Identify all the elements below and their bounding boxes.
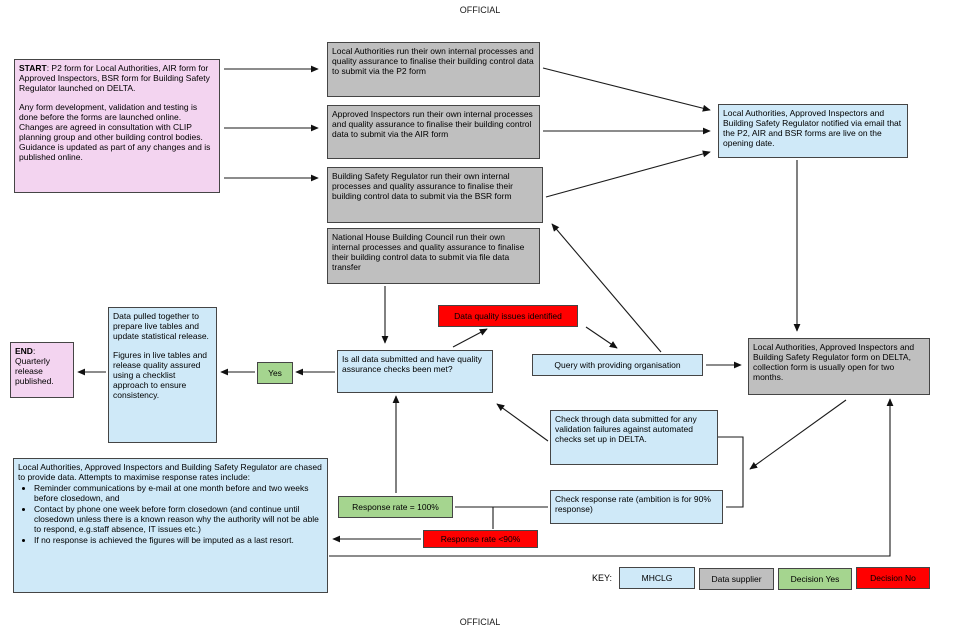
node-end [10,342,74,398]
chase-bullet-list [18,483,323,545]
start-paragraph-2: Any form development, validation and testing is done before the forms are launched online. Changes are agreed in consultation with CLIP planning group and other building control bodies. Guidance is updated as part of any changes and is published online. [19,102,211,163]
node-nhbc-process: National House Building Council run their own internal processes and quality assurance to finalise their building control data to submit via file data transfer [327,228,540,284]
end-text: : Quarterly release published. [15,346,54,387]
start-label: START [19,63,47,73]
node-bsr-process: Building Safety Regulator run their own internal processes and quality assurance to finalise their building control data to submit via the BSR form [327,167,543,223]
classification-banner-top: OFFICIAL [459,5,501,15]
start-paragraph-1: START: P2 form for Local Authorities, AIR form for Approved Inspectors, BSR form for Building Safety Regulator launched on DELTA. [19,63,210,94]
node-chase-suppliers [13,458,328,593]
node-decision-data-submitted: Is all data submitted and have quality assurance checks been met? [337,350,493,393]
node-response-rate-check: Check response rate (ambition is for 90% response) [550,490,723,524]
key-item-data-supplier: Data supplier [699,568,774,590]
arrow-la-to-notified [543,68,710,110]
arrow-bsr-to-notified [546,152,710,197]
node-la-process: Local Authorities run their own internal processes and quality assurance to finalise their building control data to submit via the P2 form [327,42,540,97]
data-pulled-paragraph-1: Data pulled together to prepare live tables and update statistical release. [113,311,209,342]
node-data-quality-issues: Data quality issues identified [438,305,578,327]
key-item-decision-yes: Decision Yes [778,568,852,590]
chase-bullet-3: • If no response is achieved the figures will be imputed as a last resort. [34,535,323,545]
chase-bullet-2: • Contact by phone one week before form closedown (and continue until closedown unless there is a known reason why the authority will not be able to respond, e.g.staff absence, IT issues etc.) [34,504,323,534]
node-query-organisation: Query with providing organisation [532,354,703,376]
arrow-decision-to-dataquality [453,329,487,347]
node-notified-email: Local Authorities, Approved Inspectors and Building Safety Regulator notified via email that the P2, AIR and BSR forms are live on the opening date. [718,104,908,158]
data-pulled-paragraph-2: Figures in live tables and release quality assured using a checklist approach to ensure consistency. [113,350,208,401]
node-response-rate-100: Response rate = 100% [338,496,453,518]
arrow-validation-to-decision [497,404,548,441]
chase-bullet-1: • Reminder communications by e-mail at one month before and two weeks before closedown, and [34,483,323,503]
node-start [14,59,220,193]
node-delta-collection-form: Local Authorities, Approved Inspectors and Building Safety Regulator form on DELTA, collection form is usually open for two months. [748,338,930,395]
end-label: END [15,346,33,356]
classification-banner-bottom: OFFICIAL [459,617,501,627]
node-ai-process: Approved Inspectors run their own internal processes and quality assurance to finalise their building control data to submit via the AIR form [327,105,540,159]
node-validation-check: Check through data submitted for any validation failures against automated checks set up in DELTA. [550,410,718,465]
arrow-delta-to-checks [750,400,846,469]
key-item-mhclg: MHCLG [619,567,695,589]
chase-intro: Local Authorities, Approved Inspectors and Building Safety Regulator are chased to provide data. Attempts to maximise response rates include: [18,462,322,483]
node-data-pulled [108,307,217,443]
arrow-dataquality-to-query [586,327,617,348]
key-item-decision-no: Decision No [856,567,930,589]
node-yes: Yes [257,362,293,384]
node-response-rate-lt90: Response rate <90% [423,530,538,548]
arrow-query-to-suppliers [552,224,661,352]
key-label: KEY: [592,573,613,583]
